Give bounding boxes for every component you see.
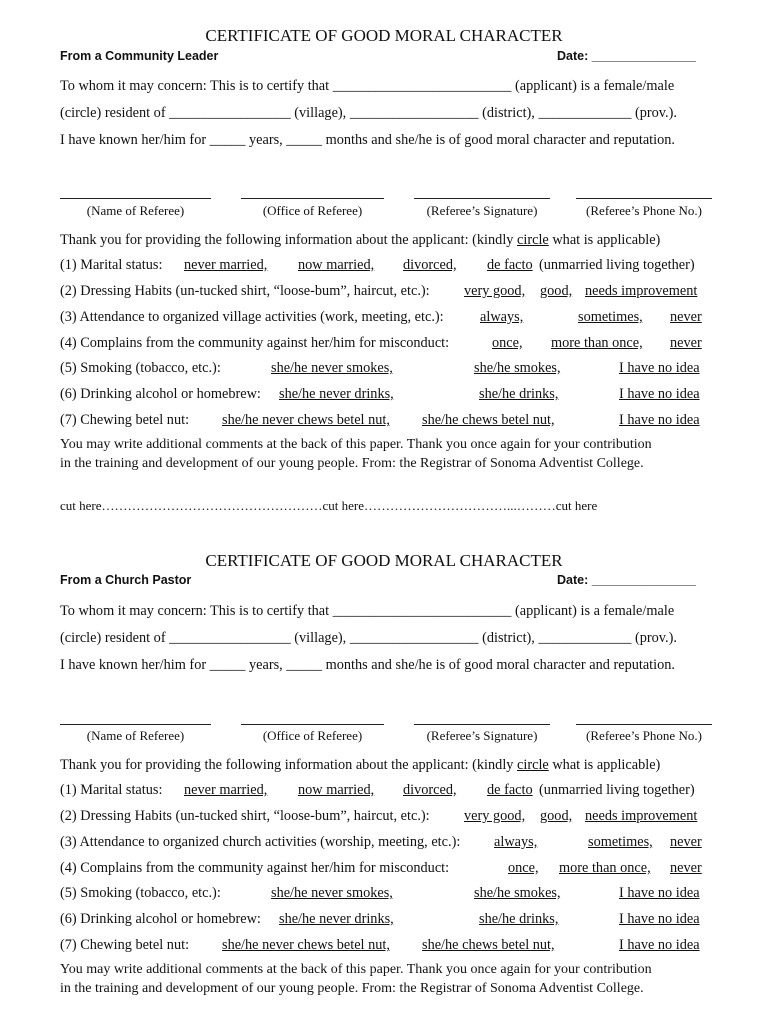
option-de-facto[interactable]: de facto — [487, 782, 533, 798]
option-needs-improvement[interactable]: needs improvement — [585, 283, 698, 299]
option-very-good[interactable]: very good, — [464, 283, 526, 299]
registrar-note: in the training and development of our young people. From: the Registrar of Sonoma Adventist College. — [60, 981, 644, 996]
question-betel-nut: (7) Chewing betel nut: she/he never chews betel nut, she/he chews betel nut, I have no idea — [60, 412, 700, 428]
certify-line: To whom it may concern: This is to certify that _________________________ (applicant) is a female/male — [60, 603, 675, 619]
acquaintance-line: I have known her/him for _____ years, _____ months and she/he is of good moral character and reputation. — [60, 657, 675, 673]
question-complaints: (4) Complains from the community against her/him for misconduct: once, more than once, never — [60, 335, 702, 351]
option-sometimes[interactable]: sometimes, — [588, 834, 653, 850]
option-always[interactable]: always, — [480, 309, 524, 325]
option-never[interactable]: never — [670, 309, 702, 325]
referee-phone-label: (Referee’s Phone No.) — [586, 203, 702, 218]
option-now-married[interactable]: now married, — [298, 257, 375, 273]
signature-line — [241, 724, 384, 725]
option-no-idea[interactable]: I have no idea — [619, 885, 700, 901]
option-never-married[interactable]: never married, — [184, 257, 268, 273]
registrar-note: in the training and development of our young people. From: the Registrar of Sonoma Adventist College. — [60, 456, 644, 471]
option-smokes[interactable]: she/he smokes, — [474, 360, 561, 376]
option-divorced[interactable]: divorced, — [403, 782, 457, 798]
referee-name-label: (Name of Referee) — [86, 728, 185, 743]
question-drinking: (6) Drinking alcohol or homebrew: she/he never drinks, she/he drinks, I have no idea — [60, 911, 700, 927]
certify-line: To whom it may concern: This is to certify that _________________________ (applicant) is a female/male — [60, 78, 675, 94]
section-subheading: From a Church Pastor — [60, 573, 192, 587]
option-needs-improvement[interactable]: needs improvement — [585, 808, 698, 824]
option-never[interactable]: never — [670, 834, 702, 850]
option-never-drinks[interactable]: she/he never drinks, — [279, 386, 394, 402]
option-chews[interactable]: she/he chews betel nut, — [422, 412, 555, 428]
residence-line: (circle) resident of _________________ (village), __________________ (district), _____________ (prov.). — [60, 630, 677, 646]
referee-signature-label: (Referee’s Signature) — [426, 728, 538, 743]
option-de-facto[interactable]: de facto — [487, 257, 533, 273]
option-drinks[interactable]: she/he drinks, — [479, 911, 559, 927]
option-never[interactable]: never — [670, 335, 702, 351]
option-no-idea[interactable]: I have no idea — [619, 386, 700, 402]
option-good[interactable]: good, — [540, 283, 573, 299]
option-never-chews[interactable]: she/he never chews betel nut, — [222, 412, 390, 428]
option-sometimes[interactable]: sometimes, — [578, 309, 643, 325]
question-dressing-habits: (2) Dressing Habits (un-tucked shirt, “loose-bum”, haircut, etc.): very good, good, needs improvement — [60, 808, 698, 824]
section-subheading: From a Community Leader — [60, 49, 219, 63]
signature-line — [60, 724, 211, 725]
question-dressing-habits: (2) Dressing Habits (un-tucked shirt, “loose-bum”, haircut, etc.): very good, good, needs improvement — [60, 283, 698, 299]
option-more-than-once[interactable]: more than once, — [559, 860, 651, 876]
question-betel-nut: (7) Chewing betel nut: she/he never chews betel nut, she/he chews betel nut, I have no idea — [60, 937, 700, 953]
certificate-title: CERTIFICATE OF GOOD MORAL CHARACTER — [205, 26, 563, 45]
referee-phone-label: (Referee’s Phone No.) — [586, 728, 702, 743]
cut-line: cut here……………………………………………cut here……………………………...………cut here — [60, 498, 598, 513]
option-once[interactable]: once, — [492, 335, 523, 351]
option-divorced[interactable]: divorced, — [403, 257, 457, 273]
option-never-smokes[interactable]: she/he never smokes, — [271, 360, 393, 376]
question-marital-status: (1) Marital status: never married, now married, divorced, de facto (unmarried living together) — [60, 782, 695, 798]
option-no-idea[interactable]: I have no idea — [619, 937, 700, 953]
signature-line — [576, 198, 712, 199]
residence-line: (circle) resident of _________________ (village), __________________ (district), _____________ (prov.). — [60, 105, 677, 121]
option-never[interactable]: never — [670, 860, 702, 876]
option-once[interactable]: once, — [508, 860, 539, 876]
option-never-married[interactable]: never married, — [184, 782, 268, 798]
question-drinking: (6) Drinking alcohol or homebrew: she/he never drinks, she/he drinks, I have no idea — [60, 386, 700, 402]
referee-office-label: (Office of Referee) — [262, 728, 363, 743]
option-very-good[interactable]: very good, — [464, 808, 526, 824]
certificate-title: CERTIFICATE OF GOOD MORAL CHARACTER — [205, 551, 563, 570]
option-always[interactable]: always, — [494, 834, 538, 850]
option-never-smokes[interactable]: she/he never smokes, — [271, 885, 393, 901]
signature-line — [60, 198, 211, 199]
question-attendance: (3) Attendance to organized village activities (work, meeting, etc.): always, sometimes, never — [60, 309, 702, 325]
option-good[interactable]: good, — [540, 808, 573, 824]
referee-name-label: (Name of Referee) — [86, 203, 185, 218]
option-no-idea[interactable]: I have no idea — [619, 911, 700, 927]
option-now-married[interactable]: now married, — [298, 782, 375, 798]
option-smokes[interactable]: she/he smokes, — [474, 885, 561, 901]
question-attendance: (3) Attendance to organized church activities (worship, meeting, etc.): always, sometimes, never — [60, 834, 702, 850]
signature-line — [241, 198, 384, 199]
question-complaints: (4) Complains from the community against her/him for misconduct: once, more than once, never — [60, 860, 702, 876]
option-more-than-once[interactable]: more than once, — [551, 335, 643, 351]
option-never-drinks[interactable]: she/he never drinks, — [279, 911, 394, 927]
referee-office-label: (Office of Referee) — [262, 203, 363, 218]
date-field: Date: _______________ — [557, 573, 697, 587]
question-smoking: (5) Smoking (tobacco, etc.): she/he never smokes, she/he smokes, I have no idea — [60, 885, 700, 901]
additional-comments-note: You may write additional comments at the back of this paper. Thank you once again for your contribution — [60, 437, 652, 452]
option-no-idea[interactable]: I have no idea — [619, 360, 700, 376]
signature-line — [414, 724, 550, 725]
referee-signature-label: (Referee’s Signature) — [426, 203, 538, 218]
additional-comments-note: You may write additional comments at the back of this paper. Thank you once again for your contribution — [60, 962, 652, 977]
question-marital-status: (1) Marital status: never married, now married, divorced, de facto (unmarried living together) — [60, 257, 695, 273]
date-field: Date: _______________ — [557, 49, 697, 63]
option-never-chews[interactable]: she/he never chews betel nut, — [222, 937, 390, 953]
option-drinks[interactable]: she/he drinks, — [479, 386, 559, 402]
question-smoking: (5) Smoking (tobacco, etc.): she/he never smokes, she/he smokes, I have no idea — [60, 360, 700, 376]
signature-line — [576, 724, 712, 725]
info-instructions: Thank you for providing the following information about the applicant: (kindly circle what is applicable) — [60, 757, 661, 773]
option-no-idea[interactable]: I have no idea — [619, 412, 700, 428]
acquaintance-line: I have known her/him for _____ years, _____ months and she/he is of good moral character and reputation. — [60, 132, 675, 148]
info-instructions: Thank you for providing the following information about the applicant: (kindly circle what is applicable) — [60, 232, 661, 248]
option-chews[interactable]: she/he chews betel nut, — [422, 937, 555, 953]
signature-line — [414, 198, 550, 199]
